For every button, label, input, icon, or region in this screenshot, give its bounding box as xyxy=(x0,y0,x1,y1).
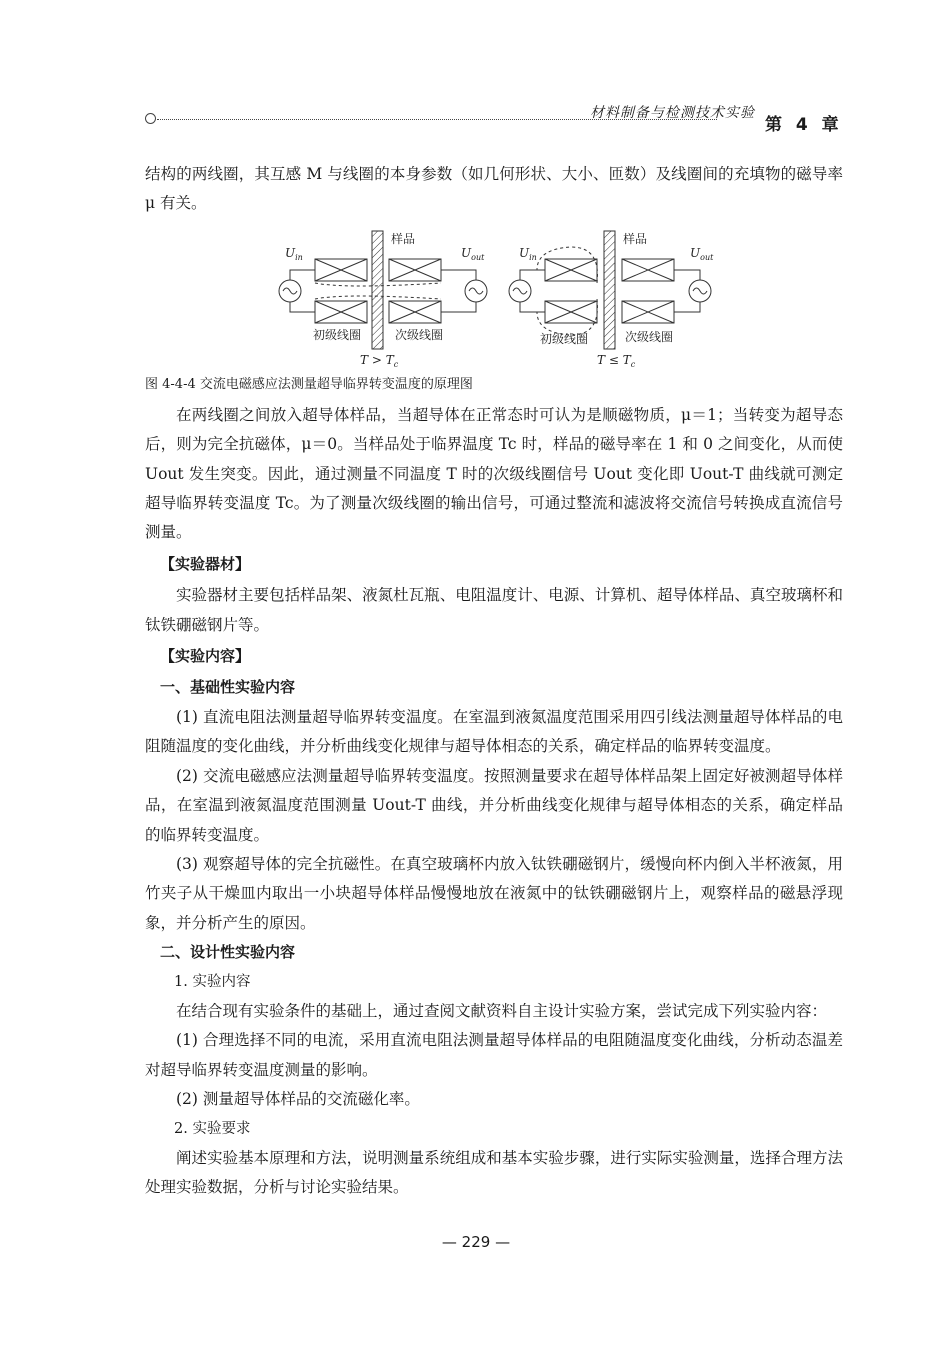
condition-label: T > T xyxy=(360,352,394,367)
contents-heading: 【实验内容】 xyxy=(160,647,251,666)
secondary-coil xyxy=(389,259,441,323)
header-circle-ornament xyxy=(145,113,156,124)
design-sub-heading-2: 2. 实验要求 xyxy=(174,1120,251,1137)
book-title: 材料制备与检测技术实验 xyxy=(590,105,755,121)
design-sub-heading-1: 1. 实验内容 xyxy=(174,973,251,990)
equipment-heading: 【实验器材】 xyxy=(160,554,251,573)
secondary-coil-label: 次级线圈 xyxy=(625,329,674,344)
chapter-label: 第 4 章 xyxy=(765,115,843,135)
sample-plate xyxy=(604,231,615,349)
diagram-left xyxy=(279,231,487,369)
page-body xyxy=(145,160,843,1203)
figure-caption: 图 4-4-4 交流电磁感应法测量超导临界转变温度的原理图 xyxy=(145,376,473,392)
basic-item-1: (1) 直流电阻法测量超导临界转变温度。在室温到液氮温度范围采用四引线法测量超导体样品的电阻随温度的变化曲线，并分析曲线变化规律与超导体相态的关系，确定样品的临界转变温度。 xyxy=(145,707,843,756)
svg-text:T > Tc xyxy=(360,353,399,369)
intro-paragraph: 结构的两线圈，其互感 M 与线圈的本身参数（如几何形状、大小、匝数）及线圈间的充填物的磁导率 μ 有关。 xyxy=(145,165,843,213)
page-number: — 229 — xyxy=(441,1233,511,1251)
section-basic-heading: 一、基础性实验内容 xyxy=(160,678,296,697)
basic-item-3: (3) 观察超导体的完全抗磁性。在真空玻璃杯内放入钛铁硼磁钢片，缓慢向杯内倒入半杯液氮，用竹夹子从干燥皿内取出一小块超导体样品慢慢地放在液氮中的钛铁硼磁钢片上，观察样品的磁悬浮现象，并分析产生的原因。 xyxy=(145,854,843,932)
principle-diagram xyxy=(145,223,843,371)
primary-coil-label: 初级线圈 xyxy=(313,327,362,342)
design-item-2: (2) 测量超导体样品的交流磁化率。 xyxy=(176,1090,420,1109)
svg-text:T ≤ Tc xyxy=(597,353,636,369)
svg-text:Uout xyxy=(461,246,485,262)
sample-plate xyxy=(372,231,383,349)
svg-text:Uin xyxy=(519,246,537,262)
principle-paragraph: 在两线圈之间放入超导体样品，当超导体在正常态时可认为是顺磁物质，μ＝1；当转变为超导态后，则为完全抗磁体，μ＝0。当样品处于临界温度 Tc 时，样品的磁导率在 1 和 0 之间变化，从而使 Uout 发生突变。因此，通过测量不同温度 T 时的次级线圈信号 Uout 变化即 Uout-T 曲线就可测定超导临界转变温度 Tc。为了测量次级线圈的输出信号，可通过整流和滤波将交流信号转换成直流信号测量。 xyxy=(145,405,843,542)
uin-label: U xyxy=(519,245,530,260)
design-intro-paragraph: 在结合现有实验条件的基础上，通过查阅文献资料自主设计实验方案，尝试完成下列实验内容： xyxy=(176,1001,828,1020)
uin-subscript: in xyxy=(529,252,537,262)
secondary-coil-label: 次级线圈 xyxy=(395,327,444,342)
condition-subscript: c xyxy=(630,359,636,369)
uout-subscript: out xyxy=(471,252,485,262)
section-design-heading: 二、设计性实验内容 xyxy=(160,943,296,962)
uout-label: U xyxy=(461,245,472,260)
equipment-paragraph: 实验器材主要包括样品架、液氮杜瓦瓶、电阻温度计、电源、计算机、超导体样品、真空玻璃杯和钛铁硼磁钢片等。 xyxy=(145,586,843,634)
primary-coil xyxy=(545,259,597,323)
uout-subscript: out xyxy=(700,252,714,262)
condition-subscript: c xyxy=(393,359,399,369)
primary-coil xyxy=(315,259,367,323)
figure-4-4-4 xyxy=(145,223,843,371)
svg-text:Uin xyxy=(285,246,303,262)
uout-label: U xyxy=(690,245,701,260)
sample-label: 样品 xyxy=(623,231,648,246)
uin-subscript: in xyxy=(295,252,303,262)
svg-text:Uout xyxy=(690,246,714,262)
design-item-1: (1) 合理选择不同的电流，采用直流电阻法测量超导体样品的电阻随温度变化曲线，分析动态温差对超导临界转变温度测量的影响。 xyxy=(145,1031,843,1079)
secondary-coil xyxy=(622,259,674,323)
sample-label: 样品 xyxy=(391,231,416,246)
condition-label: T ≤ T xyxy=(597,352,631,367)
uin-label: U xyxy=(285,245,296,260)
basic-item-2: (2) 交流电磁感应法测量超导临界转变温度。按照测量要求在超导体样品架上固定好被测超导体样品，在室温到液氮温度范围测量 Uout-T 曲线，并分析曲线变化规律与超导体相态的关系，确定样品的临界转变温度。 xyxy=(145,766,843,844)
primary-coil-label: 初级线圈 xyxy=(540,331,589,346)
requirements-paragraph: 阐述实验基本原理和方法，说明测量系统组成和基本实验步骤，进行实际实验测量，选择合理方法处理实验数据，分析与讨论实验结果。 xyxy=(145,1148,843,1197)
diagram-right xyxy=(509,231,714,369)
running-header xyxy=(145,98,845,138)
